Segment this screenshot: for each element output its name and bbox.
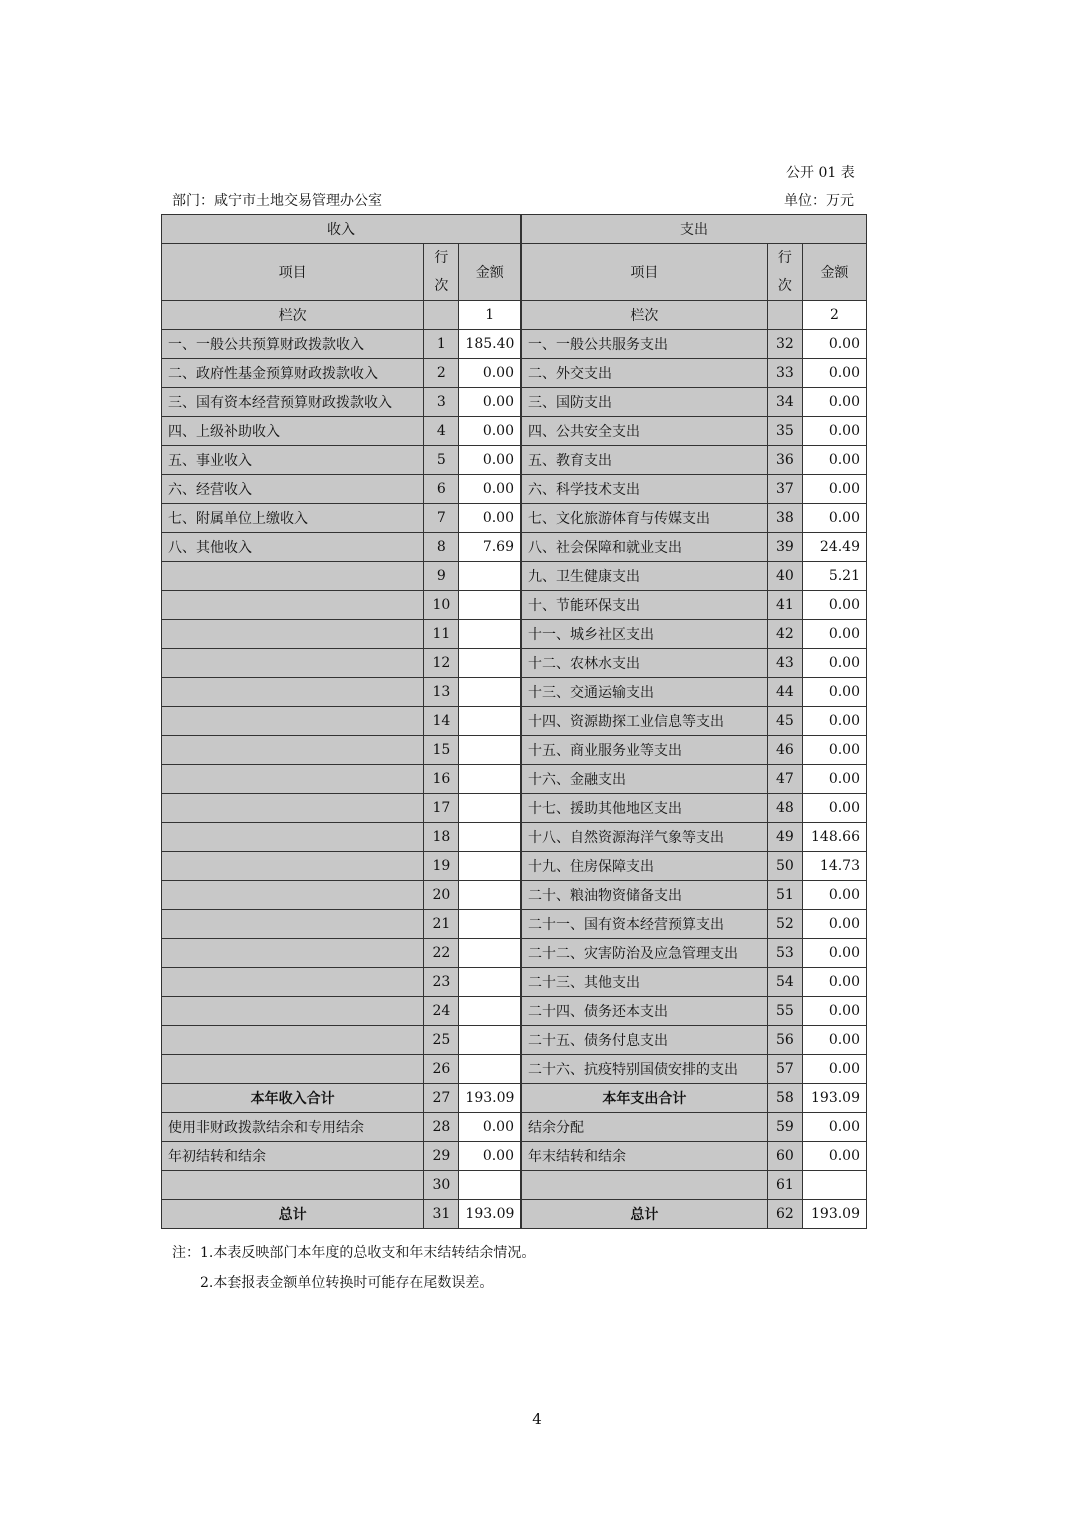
income-item xyxy=(162,736,424,765)
income-amount xyxy=(459,968,521,997)
unit-label: 单位：万元 xyxy=(784,193,854,209)
expense-item: 十八、自然资源海洋气象等支出 xyxy=(521,823,767,852)
expense-item: 本年支出合计 xyxy=(521,1084,767,1113)
income-amount xyxy=(459,881,521,910)
expense-line-no: 41 xyxy=(767,591,802,620)
expense-amount: 14.73 xyxy=(802,852,866,881)
income-item xyxy=(162,968,424,997)
income-amount xyxy=(459,794,521,823)
expense-amount-header: 金额 xyxy=(802,244,866,301)
expense-line-no: 46 xyxy=(767,736,802,765)
expense-line-no: 55 xyxy=(767,997,802,1026)
expense-line-no: 49 xyxy=(767,823,802,852)
expense-amount: 0.00 xyxy=(802,330,866,359)
income-amount-header: 金额 xyxy=(459,244,521,301)
expense-item: 十九、住房保障支出 xyxy=(521,852,767,881)
income-line-no: 29 xyxy=(424,1142,459,1171)
expense-amount: 193.09 xyxy=(802,1200,866,1229)
expense-amount xyxy=(802,1171,866,1200)
expense-amount: 5.21 xyxy=(802,562,866,591)
income-line-no: 31 xyxy=(424,1200,459,1229)
expense-amount: 148.66 xyxy=(802,823,866,852)
expense-item: 总计 xyxy=(521,1200,767,1229)
expense-line-no: 58 xyxy=(767,1084,802,1113)
income-item-header: 项目 xyxy=(162,244,424,301)
notes xyxy=(172,1238,535,1298)
income-line-no: 27 xyxy=(424,1084,459,1113)
income-amount xyxy=(459,997,521,1026)
income-item: 七、附属单位上缴收入 xyxy=(162,504,424,533)
table-row xyxy=(162,388,867,417)
income-amount xyxy=(459,736,521,765)
income-line-no: 24 xyxy=(424,997,459,1026)
expense-item: 十、节能环保支出 xyxy=(521,591,767,620)
total-row xyxy=(162,1200,867,1229)
income-line-no: 6 xyxy=(424,475,459,504)
expense-line-no: 50 xyxy=(767,852,802,881)
note-1: 注：1.本表反映部门本年度的总收支和年末结转结余情况。 xyxy=(172,1245,536,1261)
expense-line-no: 33 xyxy=(767,359,802,388)
expense-item: 十七、援助其他地区支出 xyxy=(521,794,767,823)
income-amount xyxy=(459,1055,521,1084)
expense-item xyxy=(521,1171,767,1200)
income-line-no: 15 xyxy=(424,736,459,765)
expense-item: 二十五、债务付息支出 xyxy=(521,1026,767,1055)
expense-item: 四、公共安全支出 xyxy=(521,417,767,446)
table-row xyxy=(162,417,867,446)
expense-line-no: 44 xyxy=(767,678,802,707)
expense-item: 九、卫生健康支出 xyxy=(521,562,767,591)
table-row xyxy=(162,649,867,678)
income-line-no: 22 xyxy=(424,939,459,968)
table-row xyxy=(162,504,867,533)
income-amount xyxy=(459,765,521,794)
income-item: 三、国有资本经营预算财政拨款收入 xyxy=(162,388,424,417)
income-line-no: 19 xyxy=(424,852,459,881)
income-line-no-header: 行次 xyxy=(424,244,459,301)
income-amount xyxy=(459,852,521,881)
expense-item: 十二、农林水支出 xyxy=(521,649,767,678)
expense-item: 六、科学技术支出 xyxy=(521,475,767,504)
table-row xyxy=(162,968,867,997)
expense-line-no: 48 xyxy=(767,794,802,823)
income-amount xyxy=(459,939,521,968)
expense-line-no: 42 xyxy=(767,620,802,649)
expense-amount: 0.00 xyxy=(802,620,866,649)
expense-amount: 0.00 xyxy=(802,707,866,736)
income-item: 八、其他收入 xyxy=(162,533,424,562)
table-row xyxy=(162,794,867,823)
expense-amount: 0.00 xyxy=(802,359,866,388)
income-line-no: 3 xyxy=(424,388,459,417)
income-item xyxy=(162,562,424,591)
expense-item: 十四、资源勘探工业信息等支出 xyxy=(521,707,767,736)
income-amount: 0.00 xyxy=(459,475,521,504)
income-header: 收入 xyxy=(162,215,522,244)
income-line-no: 4 xyxy=(424,417,459,446)
income-column-number: 1 xyxy=(459,301,521,330)
expense-amount: 193.09 xyxy=(802,1084,866,1113)
expense-amount: 0.00 xyxy=(802,678,866,707)
income-line-no: 20 xyxy=(424,881,459,910)
income-amount xyxy=(459,678,521,707)
note-2: 2.本套报表金额单位转换时可能存在尾数误差。 xyxy=(200,1275,494,1291)
expense-line-no: 43 xyxy=(767,649,802,678)
income-amount: 0.00 xyxy=(459,1142,521,1171)
expense-item: 五、教育支出 xyxy=(521,446,767,475)
income-line-no: 21 xyxy=(424,910,459,939)
income-line-no: 9 xyxy=(424,562,459,591)
table-row xyxy=(162,881,867,910)
expense-line-no: 39 xyxy=(767,533,802,562)
table-row xyxy=(162,562,867,591)
income-line-no: 1 xyxy=(424,330,459,359)
table-row xyxy=(162,446,867,475)
expense-amount: 0.00 xyxy=(802,1055,866,1084)
expense-item: 二十三、其他支出 xyxy=(521,968,767,997)
income-item: 六、经营收入 xyxy=(162,475,424,504)
expense-item: 七、文化旅游体育与传媒支出 xyxy=(521,504,767,533)
expense-amount: 0.00 xyxy=(802,417,866,446)
form-number: 公开 01 表 xyxy=(786,165,855,181)
expense-amount: 0.00 xyxy=(802,504,866,533)
income-item: 本年收入合计 xyxy=(162,1084,424,1113)
income-column-label: 栏次 xyxy=(162,301,424,330)
expense-item: 结余分配 xyxy=(521,1113,767,1142)
income-amount: 0.00 xyxy=(459,446,521,475)
table-row xyxy=(162,852,867,881)
expense-item: 二十一、国有资本经营预算支出 xyxy=(521,910,767,939)
income-amount xyxy=(459,910,521,939)
income-amount xyxy=(459,1026,521,1055)
income-amount xyxy=(459,707,521,736)
income-line-no: 28 xyxy=(424,1113,459,1142)
expense-item: 年末结转和结余 xyxy=(521,1142,767,1171)
expense-header: 支出 xyxy=(521,215,867,244)
income-amount: 0.00 xyxy=(459,359,521,388)
income-item xyxy=(162,997,424,1026)
expense-column-blank xyxy=(767,301,802,330)
income-item: 使用非财政拨款结余和专用结余 xyxy=(162,1113,424,1142)
income-amount: 0.00 xyxy=(459,1113,521,1142)
table-row xyxy=(162,1113,867,1142)
table-row xyxy=(162,533,867,562)
table-row xyxy=(162,910,867,939)
expense-item: 二十、粮油物资储备支出 xyxy=(521,881,767,910)
income-item xyxy=(162,1055,424,1084)
table-row xyxy=(162,939,867,968)
table-row xyxy=(162,1171,867,1200)
income-amount xyxy=(459,649,521,678)
expense-item: 三、国防支出 xyxy=(521,388,767,417)
table-row xyxy=(162,330,867,359)
income-line-no: 18 xyxy=(424,823,459,852)
expense-amount: 0.00 xyxy=(802,446,866,475)
expense-line-no: 36 xyxy=(767,446,802,475)
expense-line-no: 32 xyxy=(767,330,802,359)
income-amount: 193.09 xyxy=(459,1200,521,1229)
table-row xyxy=(162,475,867,504)
income-item xyxy=(162,591,424,620)
expense-item: 十三、交通运输支出 xyxy=(521,678,767,707)
expense-amount: 24.49 xyxy=(802,533,866,562)
table-row xyxy=(162,678,867,707)
expense-line-no: 51 xyxy=(767,881,802,910)
table-row xyxy=(162,997,867,1026)
income-expense-table xyxy=(161,214,867,1229)
expense-line-no: 57 xyxy=(767,1055,802,1084)
income-line-no: 12 xyxy=(424,649,459,678)
income-item xyxy=(162,765,424,794)
expense-amount: 0.00 xyxy=(802,649,866,678)
income-amount: 0.00 xyxy=(459,388,521,417)
expense-amount: 0.00 xyxy=(802,736,866,765)
expense-line-no: 35 xyxy=(767,417,802,446)
income-amount xyxy=(459,620,521,649)
income-column-blank xyxy=(424,301,459,330)
subtotal-row xyxy=(162,1084,867,1113)
expense-amount: 0.00 xyxy=(802,388,866,417)
income-line-no: 25 xyxy=(424,1026,459,1055)
table-row xyxy=(162,765,867,794)
expense-amount: 0.00 xyxy=(802,591,866,620)
income-item xyxy=(162,823,424,852)
income-line-no: 13 xyxy=(424,678,459,707)
income-line-no: 30 xyxy=(424,1171,459,1200)
expense-amount: 0.00 xyxy=(802,968,866,997)
expense-line-no: 34 xyxy=(767,388,802,417)
expense-amount: 0.00 xyxy=(802,1113,866,1142)
income-item: 一、一般公共预算财政拨款收入 xyxy=(162,330,424,359)
table-row xyxy=(162,707,867,736)
table-row xyxy=(162,1142,867,1171)
income-amount xyxy=(459,562,521,591)
expense-line-no: 53 xyxy=(767,939,802,968)
expense-line-no: 61 xyxy=(767,1171,802,1200)
expense-line-no: 40 xyxy=(767,562,802,591)
department-label: 部门：咸宁市土地交易管理办公室 xyxy=(172,193,382,209)
income-item: 年初结转和结余 xyxy=(162,1142,424,1171)
income-item xyxy=(162,852,424,881)
income-line-no: 8 xyxy=(424,533,459,562)
income-item xyxy=(162,620,424,649)
expense-line-no: 52 xyxy=(767,910,802,939)
expense-line-no: 47 xyxy=(767,765,802,794)
income-amount: 185.40 xyxy=(459,330,521,359)
income-item xyxy=(162,1026,424,1055)
expense-line-no: 59 xyxy=(767,1113,802,1142)
income-amount xyxy=(459,591,521,620)
expense-line-no: 37 xyxy=(767,475,802,504)
expense-item: 一、一般公共服务支出 xyxy=(521,330,767,359)
income-item: 五、事业收入 xyxy=(162,446,424,475)
income-amount: 193.09 xyxy=(459,1084,521,1113)
income-item xyxy=(162,881,424,910)
income-item: 二、政府性基金预算财政拨款收入 xyxy=(162,359,424,388)
table-row xyxy=(162,1055,867,1084)
table-row xyxy=(162,823,867,852)
expense-item: 八、社会保障和就业支出 xyxy=(521,533,767,562)
income-amount: 0.00 xyxy=(459,504,521,533)
income-amount: 7.69 xyxy=(459,533,521,562)
expense-column-label: 栏次 xyxy=(521,301,767,330)
expense-item: 二十六、抗疫特别国债安排的支出 xyxy=(521,1055,767,1084)
income-item xyxy=(162,910,424,939)
income-line-no: 2 xyxy=(424,359,459,388)
expense-line-no: 38 xyxy=(767,504,802,533)
expense-line-no: 56 xyxy=(767,1026,802,1055)
expense-line-no: 54 xyxy=(767,968,802,997)
income-line-no: 26 xyxy=(424,1055,459,1084)
expense-item: 十五、商业服务业等支出 xyxy=(521,736,767,765)
income-line-no: 7 xyxy=(424,504,459,533)
income-line-no: 10 xyxy=(424,591,459,620)
table-row xyxy=(162,620,867,649)
income-item xyxy=(162,678,424,707)
table-row xyxy=(162,359,867,388)
expense-amount: 0.00 xyxy=(802,765,866,794)
expense-amount: 0.00 xyxy=(802,910,866,939)
expense-line-no: 62 xyxy=(767,1200,802,1229)
expense-item: 二十四、债务还本支出 xyxy=(521,997,767,1026)
income-item xyxy=(162,707,424,736)
income-amount xyxy=(459,823,521,852)
income-line-no: 5 xyxy=(424,446,459,475)
expense-item: 十六、金融支出 xyxy=(521,765,767,794)
income-item: 四、上级补助收入 xyxy=(162,417,424,446)
expense-item: 二、外交支出 xyxy=(521,359,767,388)
income-item xyxy=(162,1171,424,1200)
table-row xyxy=(162,1026,867,1055)
income-item xyxy=(162,939,424,968)
expense-column-number: 2 xyxy=(802,301,866,330)
expense-amount: 0.00 xyxy=(802,939,866,968)
income-line-no: 11 xyxy=(424,620,459,649)
table-row xyxy=(162,591,867,620)
expense-item: 二十二、灾害防治及应急管理支出 xyxy=(521,939,767,968)
income-line-no: 17 xyxy=(424,794,459,823)
expense-amount: 0.00 xyxy=(802,794,866,823)
expense-amount: 0.00 xyxy=(802,475,866,504)
expense-line-no: 60 xyxy=(767,1142,802,1171)
expense-line-no-header: 行次 xyxy=(767,244,802,301)
income-amount xyxy=(459,1171,521,1200)
expense-amount: 0.00 xyxy=(802,1142,866,1171)
expense-amount: 0.00 xyxy=(802,1026,866,1055)
page-number: 4 xyxy=(532,1410,542,1428)
income-line-no: 16 xyxy=(424,765,459,794)
income-item: 总计 xyxy=(162,1200,424,1229)
expense-amount: 0.00 xyxy=(802,881,866,910)
income-item xyxy=(162,794,424,823)
expense-line-no: 45 xyxy=(767,707,802,736)
income-amount: 0.00 xyxy=(459,417,521,446)
expense-item: 十一、城乡社区支出 xyxy=(521,620,767,649)
table-row xyxy=(162,736,867,765)
income-line-no: 14 xyxy=(424,707,459,736)
expense-amount: 0.00 xyxy=(802,997,866,1026)
income-line-no: 23 xyxy=(424,968,459,997)
income-item xyxy=(162,649,424,678)
expense-item-header: 项目 xyxy=(521,244,767,301)
